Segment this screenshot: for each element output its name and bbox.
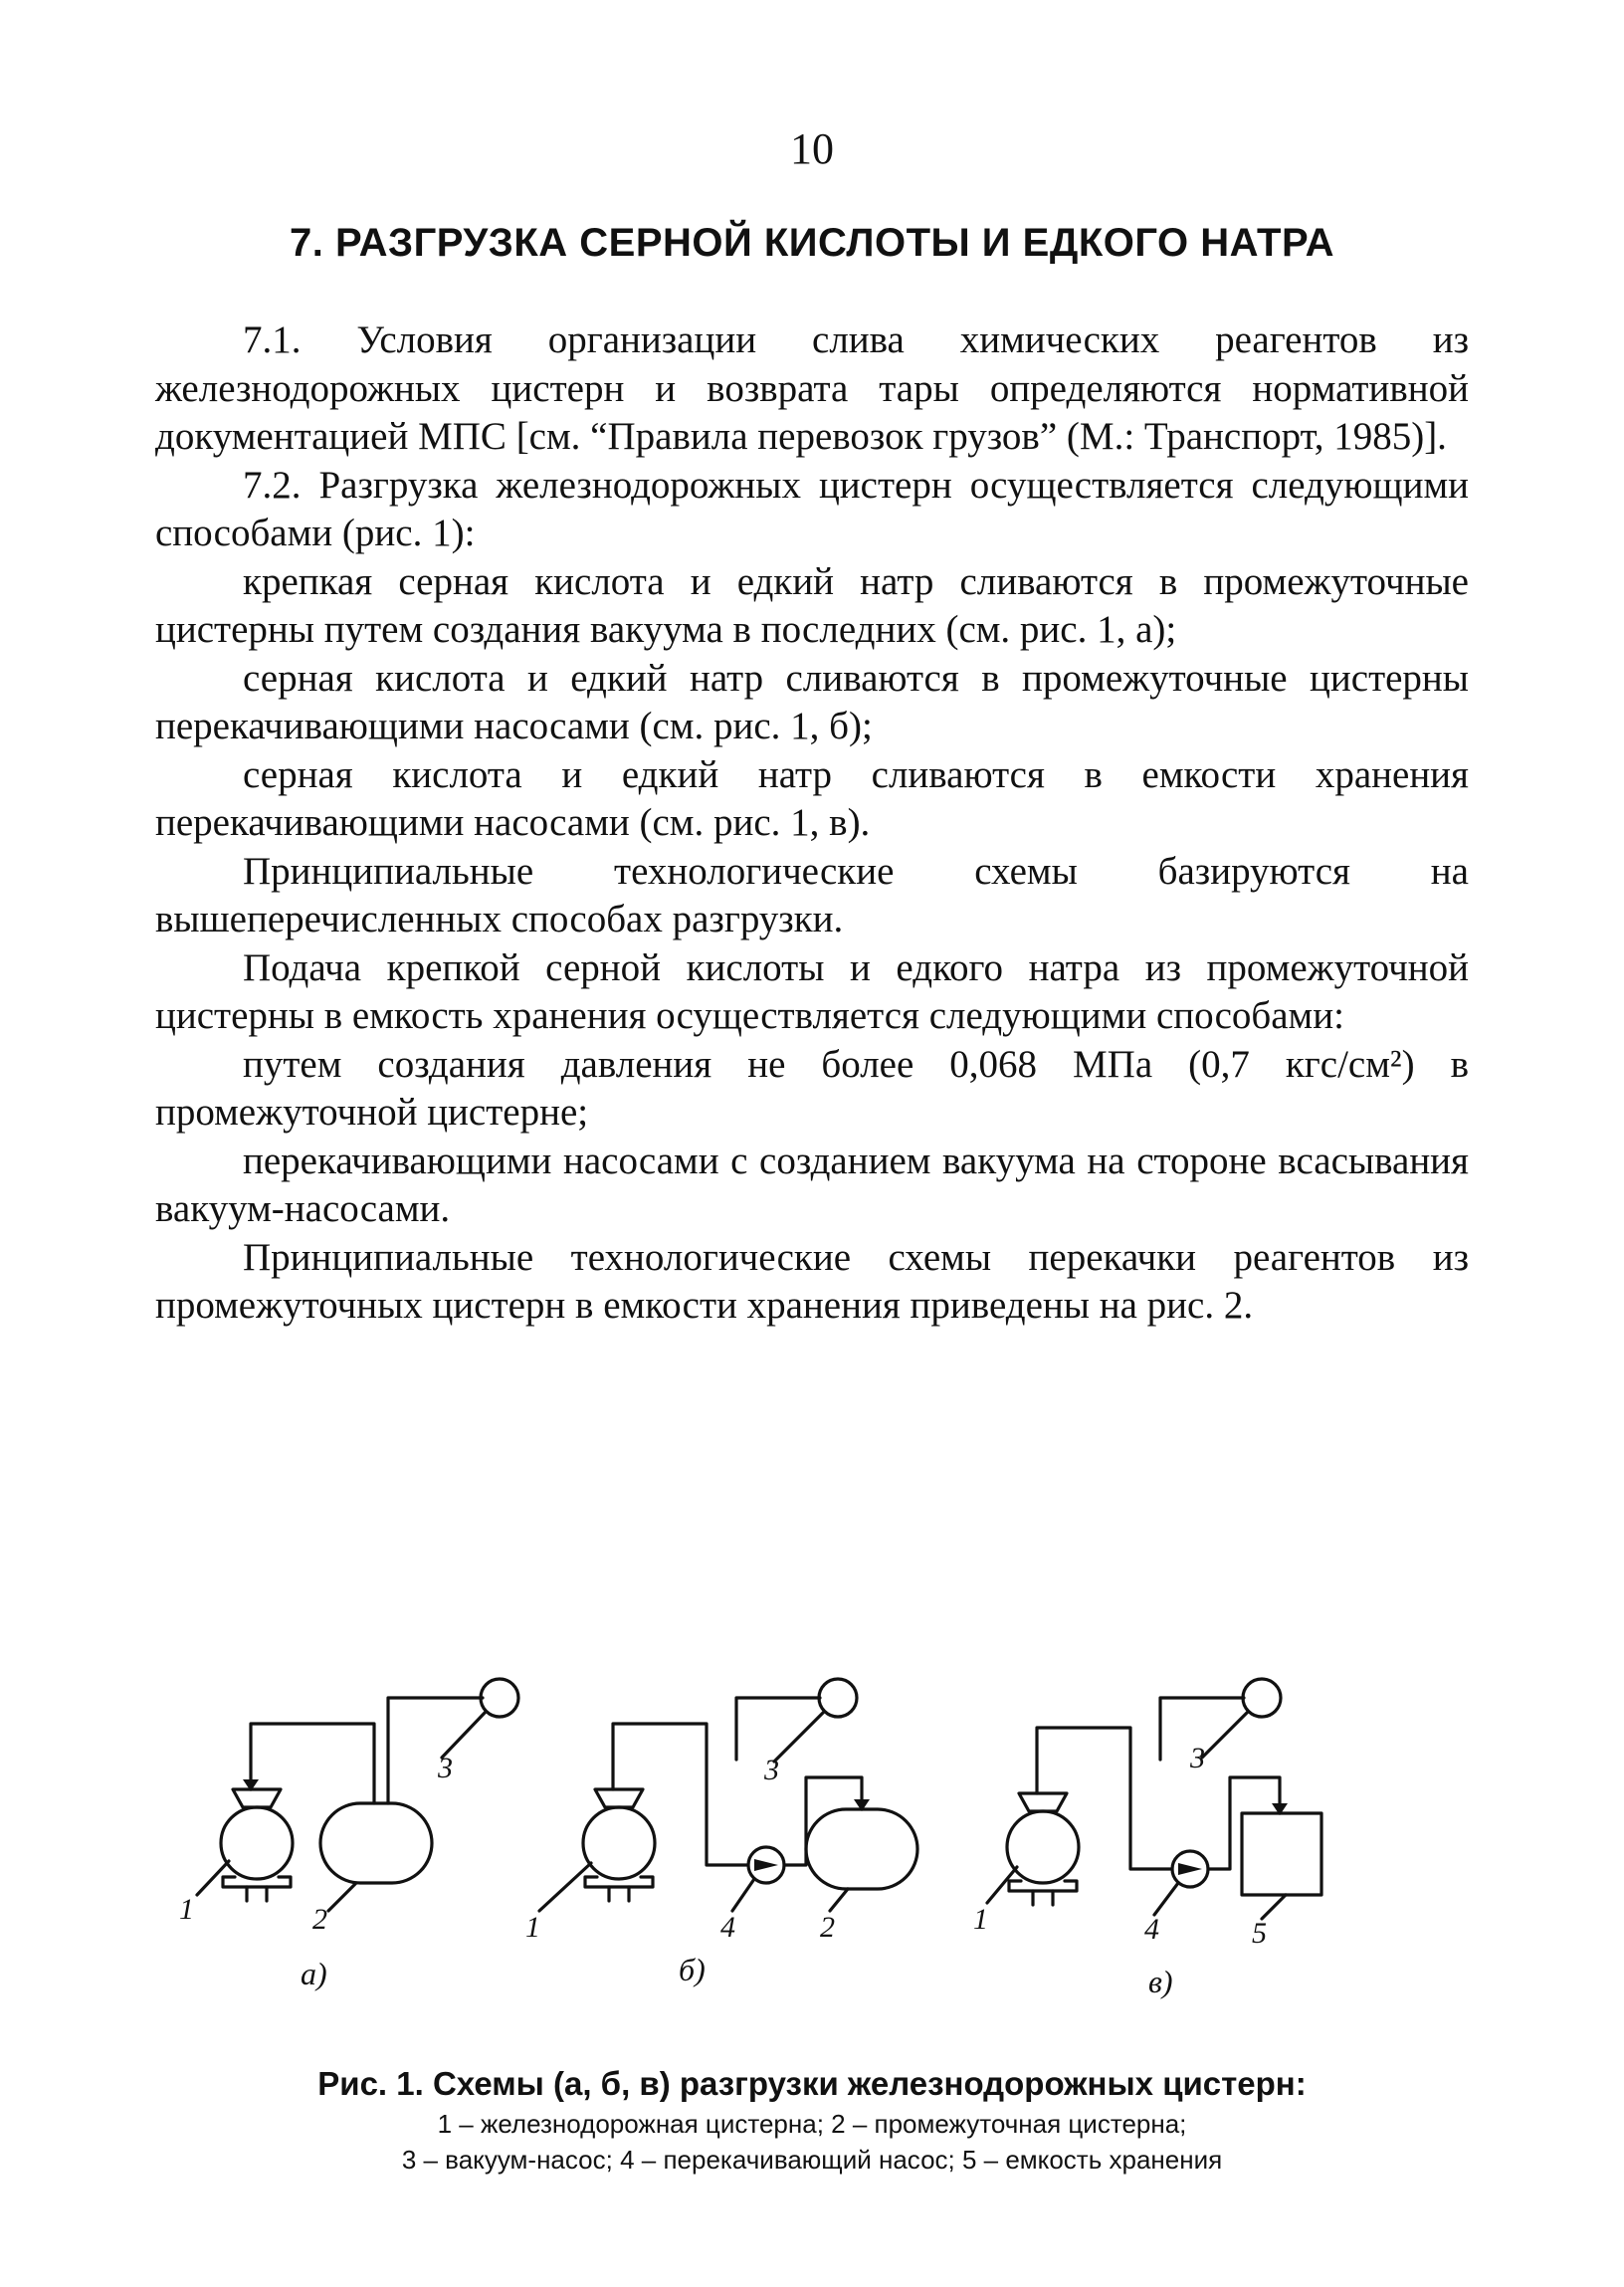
sublabel-b: б) (679, 1952, 706, 1987)
paragraph-7-1: 7.1. Условия организации слива химических реагентов из железнодорожных цистерн и возврата тары определяются нормативной документацией МПС [см. “Правила перевозок грузов” (М.: Транспорт, 1985)]. (155, 318, 1469, 458)
list-item-pump-drain: серная кислота и едкий натр сливаются в промежуточные цистерны перекачивающими насосами (см. рис. 1, б); (155, 656, 1469, 747)
paragraph-7-2: 7.2. Разгрузка железнодорожных цистерн осуществляется следующими способами (рис. 1): (155, 463, 1469, 554)
leader-3-b (774, 1712, 824, 1762)
list-item-storage-drain: серная кислота и едкий натр сливаются в емкости хранения перекачивающими насосами (см. рис. 1, в). (155, 752, 1469, 844)
sublabel-c: в) (1148, 1964, 1173, 1999)
scheme-a (197, 1679, 518, 1911)
sublabel-a: а) (301, 1956, 327, 1991)
pump-arrow-c (1178, 1863, 1202, 1875)
leader-2-b (830, 1889, 848, 1911)
leader-1-c (987, 1867, 1017, 1903)
body-text (155, 316, 1469, 1331)
pump-arrow-b (754, 1859, 778, 1871)
label-4-c: 4 (1144, 1913, 1159, 1946)
label-2-b: 2 (820, 1911, 835, 1944)
leader-4-b (732, 1879, 754, 1911)
list-item-pumps-vacuum: перекачивающими насосами с созданием вакуума на стороне всасывания вакуум-насосами. (155, 1139, 1469, 1230)
label-2-a: 2 (312, 1903, 327, 1936)
figure-caption (0, 2062, 1624, 2178)
vacuum-line-a (388, 1698, 483, 1803)
intermediate-tank-a (320, 1803, 432, 1883)
paragraph-feed: Подача крепкой серной кислоты и едкого натра из промежуточной цистерны в емкость хранения осуществляется следующими способами: (155, 945, 1469, 1037)
label-4-b: 4 (720, 1911, 735, 1944)
suction-line-a (251, 1724, 374, 1803)
label-3-c: 3 (1190, 1742, 1205, 1774)
intermediate-tank-b (806, 1809, 917, 1889)
label-1-b: 1 (525, 1911, 540, 1944)
suction-line-c (1037, 1728, 1172, 1869)
label-1-c: 1 (973, 1903, 988, 1936)
scheme-c (987, 1679, 1321, 1919)
rail-tank-b (583, 1789, 655, 1901)
figure-1-diagram (149, 1582, 1493, 2040)
suction-line-b (613, 1724, 748, 1865)
caption-title: Рис. 1. Схемы (а, б, в) разгрузки железнодорожных цистерн: (317, 2065, 1307, 2102)
list-item-vacuum-drain: крепкая серная кислота и едкий натр сливаются в промежуточные цистерны путем создания вакуума в последних (см. рис. 1, а); (155, 559, 1469, 651)
label-3-b: 3 (764, 1754, 779, 1786)
page-number: 10 (790, 124, 834, 173)
figure-1-svg (149, 1582, 1493, 2040)
rail-tank-a (221, 1789, 293, 1901)
leader-5-c (1262, 1895, 1286, 1919)
leader-1-b (539, 1863, 591, 1911)
storage-tank-c (1242, 1813, 1321, 1895)
label-1-a: 1 (179, 1893, 194, 1926)
caption-legend-line-1: 1 – железнодорожная цистерна; 2 – промежуточная цистерна; (437, 2109, 1187, 2139)
discharge-line-c (1208, 1777, 1280, 1869)
paragraph-schemes: Принципиальные технологические схемы базируются на вышеперечисленных способах разгрузки. (155, 849, 1469, 940)
leader-4-c (1154, 1883, 1178, 1915)
leader-2-a (328, 1883, 356, 1911)
list-item-pressure: путем создания давления не более 0,068 МПа (0,7 кгс/см²) в промежуточной цистерне; (155, 1042, 1469, 1134)
leader-3-c (1202, 1712, 1248, 1758)
label-5-c: 5 (1252, 1917, 1267, 1950)
discharge-line-b (784, 1777, 862, 1865)
section-title: 7. РАЗГРУЗКА СЕРНОЙ КИСЛОТЫ И ЕДКОГО НАТРА (289, 221, 1335, 265)
caption-legend-line-2: 3 – вакуум-насос; 4 – перекачивающий насос; 5 – емкость хранения (401, 2145, 1223, 2175)
scheme-b (539, 1679, 917, 1911)
paragraph-fig2-ref: Принципиальные технологические схемы перекачки реагентов из промежуточных цистерн в емкости хранения приведены на рис. 2. (155, 1235, 1469, 1327)
label-3-a: 3 (438, 1752, 453, 1784)
rail-tank-c (1007, 1793, 1079, 1905)
